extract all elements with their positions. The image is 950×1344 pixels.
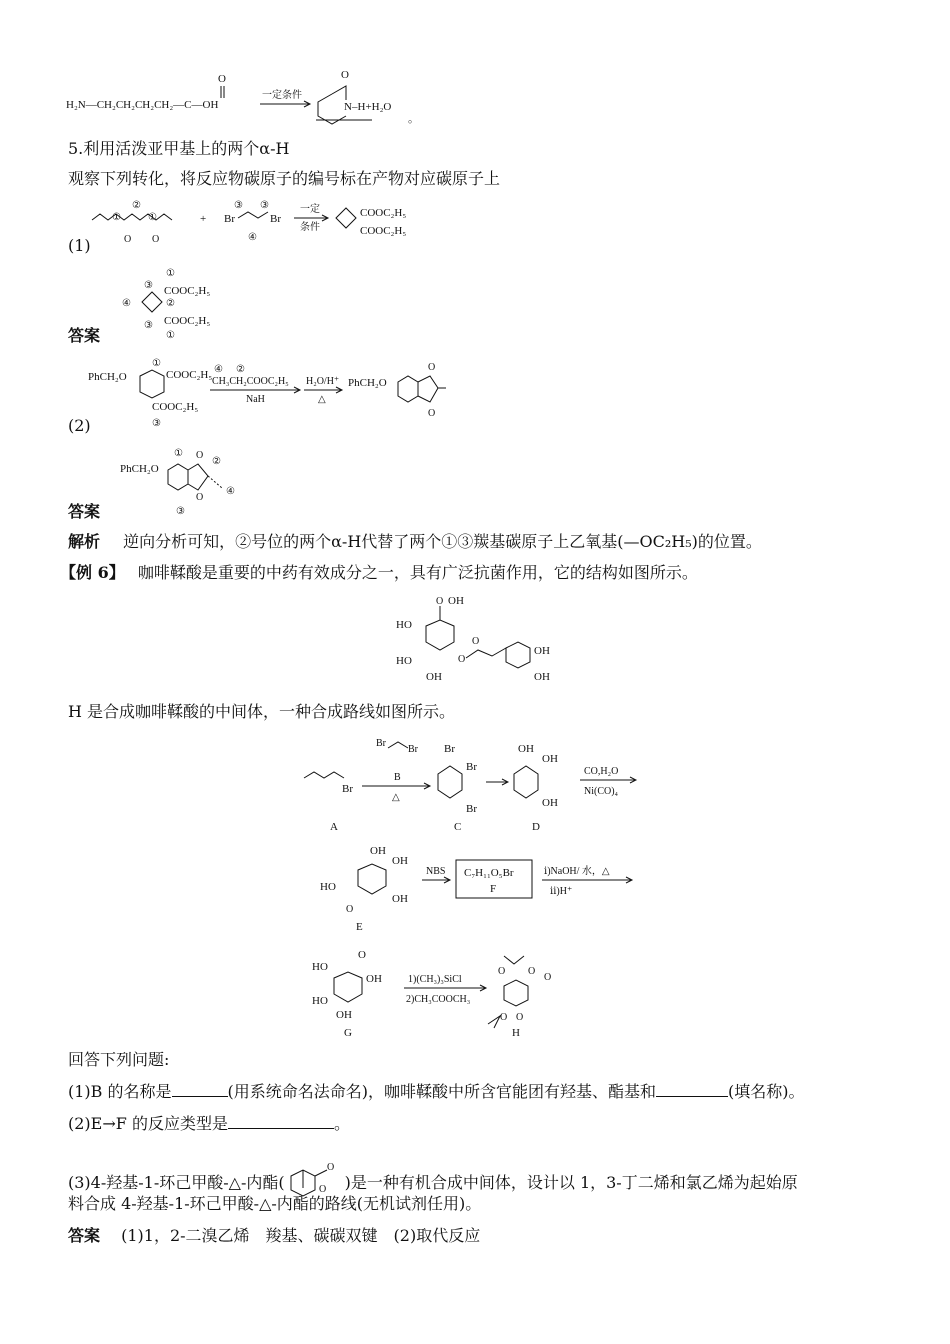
ca-o-carbonyl: O bbox=[472, 636, 480, 647]
ca-ho1: HO bbox=[396, 619, 412, 631]
reaction-condition: 一定条件 bbox=[262, 90, 302, 101]
cmp-d-oh2: OH bbox=[542, 753, 558, 765]
q1-ans-group-2: COOC₂H₅ bbox=[164, 315, 211, 327]
q1-answer-structure bbox=[116, 262, 256, 342]
example-6-text: 咖啡鞣酸是重要的中药有效成分之一，具有广泛抗菌作用，它的结构如图所示。 bbox=[137, 563, 698, 582]
ca-oh3: OH bbox=[534, 645, 550, 657]
answer-label: 答案 bbox=[68, 1226, 101, 1245]
cmp-f-formula: C₇H₁₁O₅Br bbox=[464, 867, 514, 879]
period-mark: 。 bbox=[408, 113, 419, 125]
cmp-g-ho2: HO bbox=[312, 995, 328, 1007]
question-1-part-c: (填名称)。 bbox=[728, 1082, 805, 1101]
question-1-part-b: (用系统命名法命名)，咖啡鞣酸中所含官能团有羟基、酯基和 bbox=[227, 1082, 657, 1101]
q2-ans-ring bbox=[168, 464, 188, 490]
cmp-label-d: D bbox=[532, 821, 540, 833]
ca-oh2: OH bbox=[426, 671, 442, 683]
q1-answer-label: 答案 bbox=[68, 326, 101, 345]
product-tail: –H+H₂O bbox=[352, 101, 392, 113]
cmp-e-oh3: OH bbox=[392, 893, 408, 905]
ca-oh1: OH bbox=[448, 595, 464, 607]
route-b-label: B bbox=[394, 772, 401, 783]
cyclobutane-ring bbox=[336, 208, 356, 228]
q2-benzene-ring bbox=[140, 370, 164, 398]
q2-ans-num-3: ③ bbox=[176, 506, 185, 517]
cmp-h-o3: O bbox=[544, 972, 552, 983]
ca-benzene bbox=[506, 642, 530, 668]
q1-cond-top: 一定 bbox=[300, 204, 320, 215]
chlorogenic-acid-structure bbox=[396, 592, 566, 692]
q1-num-4: ④ bbox=[248, 232, 257, 243]
question-2-blank[interactable] bbox=[228, 1112, 334, 1129]
analysis-label: 解析 bbox=[68, 532, 101, 551]
q2-ans-phch2o: PhCH₂O bbox=[120, 463, 159, 475]
cmp-h-acetonide-1 bbox=[504, 956, 524, 964]
q1-ans-num-1b: ① bbox=[166, 330, 175, 341]
route-row-2 bbox=[316, 840, 646, 936]
cmp-c-ring bbox=[438, 766, 462, 798]
cmp-c-br2: Br bbox=[466, 761, 477, 773]
route-b-br2: Br bbox=[408, 744, 418, 755]
q1-br-left: Br bbox=[224, 213, 235, 225]
q2-step2-top: H₂O/H⁺ bbox=[306, 376, 340, 387]
cmp-h-o1: O bbox=[498, 966, 506, 977]
q2-num-1: ① bbox=[152, 358, 161, 369]
cmp-e-oh2: OH bbox=[392, 855, 408, 867]
q2-label: (2) bbox=[68, 416, 91, 435]
q2-answer-label: 答案 bbox=[68, 502, 101, 521]
aminoacid-formula: H₂N—CH₂CH₂CH₂CH₂—C—OH bbox=[66, 99, 219, 111]
ca-ho2: HO bbox=[396, 655, 412, 667]
q1-o-right: O bbox=[152, 234, 160, 245]
question-2 bbox=[68, 1112, 350, 1134]
q2-num-3: ③ bbox=[152, 418, 161, 429]
question-2-part-b: 。 bbox=[333, 1114, 350, 1133]
route-co-h2o: CO,H₂O bbox=[584, 766, 619, 777]
cmp-e-o: O bbox=[346, 904, 354, 915]
analysis-row bbox=[68, 532, 762, 552]
q1-product-group-1: COOC₂H₅ bbox=[360, 207, 407, 219]
q1-ans-num-2: ② bbox=[166, 298, 175, 309]
q2-reaction-scheme bbox=[86, 352, 466, 436]
example-6-label: 【例 6】 bbox=[60, 563, 125, 582]
cmp-h-o4: O bbox=[500, 1012, 508, 1023]
cmp-h-o5: O bbox=[516, 1012, 524, 1023]
q2-reagent-num-4: ④ bbox=[214, 364, 223, 375]
cmp-e-ring bbox=[358, 864, 386, 894]
question-2-part-a: (2)E→F 的反应类型是 bbox=[68, 1114, 228, 1133]
route-nbs: NBS bbox=[426, 866, 446, 877]
route-step-i: ⅰ)NaOH/ 水，△ bbox=[544, 866, 610, 877]
question-1-blank-2[interactable] bbox=[656, 1080, 728, 1097]
cmp-label-a: A bbox=[330, 821, 338, 833]
cmp-g-oh1: OH bbox=[366, 973, 382, 985]
q2-product-ring bbox=[398, 376, 418, 402]
lactone-o-ring: O bbox=[318, 1184, 326, 1195]
ca-o-ester: O bbox=[458, 654, 466, 665]
ca-o: O bbox=[436, 596, 444, 607]
route-row-3 bbox=[308, 944, 568, 1038]
svg-text:O: O bbox=[196, 450, 204, 461]
question-1-part-a: (1)B 的名称是 bbox=[68, 1082, 172, 1101]
q1-label: (1) bbox=[68, 236, 91, 255]
cmp-a-br: Br bbox=[342, 783, 353, 795]
route-delta-1: △ bbox=[392, 792, 400, 803]
cmp-label-g: G bbox=[344, 1027, 352, 1038]
q2-product-phch2o: PhCH₂O bbox=[348, 377, 387, 389]
route-step-ii: ⅱ)H⁺ bbox=[550, 886, 573, 897]
q2-phch2o: PhCH₂O bbox=[88, 371, 127, 383]
cmp-g-ring bbox=[334, 972, 362, 1002]
q1-br-right: Br bbox=[270, 213, 281, 225]
question-3-part-b: )是一种有机合成中间体，设计以 1，3-丁二烯和氯乙烯为起始原 bbox=[344, 1173, 798, 1192]
q2-ans-num-4: ④ bbox=[226, 486, 235, 497]
section-5-instruction: 观察下列转化，将反应物碳原子的编号标在产物对应碳原子上 bbox=[68, 169, 501, 188]
q2-reagent: CH₃CH₂COOC₂H₅ bbox=[212, 376, 289, 387]
example-6-row bbox=[60, 563, 698, 583]
cmp-d-oh3: OH bbox=[542, 797, 558, 809]
q1-ans-num-3b: ③ bbox=[144, 320, 153, 331]
q1-num-3a: ③ bbox=[234, 200, 243, 211]
cmp-label-e: E bbox=[356, 921, 363, 933]
q2-group-2: COOC₂H₅ bbox=[152, 401, 199, 413]
q1-product-group-2: COOC₂H₅ bbox=[360, 225, 407, 237]
q2-answer-structure bbox=[118, 442, 258, 518]
cmp-g-o: O bbox=[358, 949, 366, 961]
lactone-o-carbonyl: O bbox=[326, 1162, 334, 1173]
route-b-br1: Br bbox=[376, 738, 386, 749]
q1-cond-bottom: 条件 bbox=[300, 222, 320, 233]
q1-ans-num-4: ④ bbox=[122, 298, 131, 309]
route-row-1 bbox=[300, 734, 650, 834]
q1-plus: + bbox=[200, 213, 207, 225]
q2-product-o1: O bbox=[428, 362, 436, 373]
q1-num-2: ② bbox=[132, 200, 141, 211]
cmp-label-c: C bbox=[454, 821, 462, 833]
ca-cyclohexane bbox=[426, 620, 454, 650]
cmp-a-structure bbox=[304, 772, 344, 778]
question-3-part-a: (3)4-羟基-1-环己甲酸-△-内酯( bbox=[68, 1173, 285, 1192]
q1-ans-group-1: COOC₂H₅ bbox=[164, 285, 211, 297]
lactam-reaction-scheme bbox=[60, 64, 440, 128]
cmp-h-ring bbox=[504, 980, 528, 1006]
question-1-blank-1[interactable] bbox=[172, 1080, 228, 1097]
route-ni-co4: Ni(CO)₄ bbox=[584, 786, 619, 797]
example-6-intro: H 是合成咖啡鞣酸的中间体，一种合成路线如图所示。 bbox=[68, 702, 456, 721]
question-3-line-2: 料合成 4-羟基-1-环己甲酸-△-内酯的路线(无机试剂任用)。 bbox=[68, 1194, 482, 1213]
cmp-label-h: H bbox=[512, 1027, 520, 1038]
q1-o-left: O bbox=[124, 234, 132, 245]
carbonyl-o: O bbox=[218, 73, 226, 85]
section-5-title: 5.利用活泼亚甲基上的两个α-H bbox=[68, 139, 290, 158]
q2-base: NaH bbox=[246, 394, 265, 405]
question-1 bbox=[68, 1080, 805, 1102]
q2-reagent-num-2: ② bbox=[236, 364, 245, 375]
malonate-chain bbox=[92, 214, 172, 220]
cmp-h-o2: O bbox=[528, 966, 536, 977]
question-3-line-1 bbox=[68, 1162, 798, 1198]
cmp-d-oh1: OH bbox=[518, 743, 534, 755]
cmp-c-br3: Br bbox=[466, 803, 477, 815]
answer-text: (1)1，2-二溴乙烯 羧基、碳碳双键 (2)取代反应 bbox=[121, 1226, 481, 1245]
q1-ans-ring bbox=[142, 292, 162, 312]
q1-reaction-scheme bbox=[88, 196, 448, 248]
answer-row bbox=[68, 1226, 480, 1246]
q2-step2-bottom: △ bbox=[318, 394, 326, 405]
svg-text:O: O bbox=[196, 492, 204, 503]
lactam-o: O bbox=[341, 69, 349, 81]
lactone-structure bbox=[285, 1162, 345, 1198]
q2-group-1: COOC₂H₅ bbox=[166, 369, 213, 381]
q1-num-1b: ① bbox=[148, 212, 157, 223]
route-g-step2: 2)CH₃COOCH₃ bbox=[406, 994, 471, 1005]
route-g-step1: 1)(CH₃)₃SiCl bbox=[408, 974, 462, 985]
questions-intro: 回答下列问题: bbox=[68, 1050, 170, 1069]
ca-oh4: OH bbox=[534, 671, 550, 683]
q2-ans-num-2: ② bbox=[212, 456, 221, 467]
q1-ans-num-3a: ③ bbox=[144, 280, 153, 291]
cmp-e-oh1: OH bbox=[370, 845, 386, 857]
analysis-text: 逆向分析可知，②号位的两个α-H代替了两个①③羰基碳原子上乙氧基(—OC₂H₅)的位置。 bbox=[123, 532, 762, 551]
cmp-d-ring bbox=[514, 766, 538, 798]
q1-ans-num-1a: ① bbox=[166, 268, 175, 279]
cmp-c-br1: Br bbox=[444, 743, 455, 755]
cmp-g-oh2: OH bbox=[336, 1009, 352, 1021]
cmp-g-ho1: HO bbox=[312, 961, 328, 973]
q1-num-1: ① bbox=[112, 212, 121, 223]
cmp-e-ho: HO bbox=[320, 881, 336, 893]
cmp-f-label: F bbox=[490, 883, 497, 895]
lactam-n: N bbox=[344, 101, 352, 113]
cmp-h-acetonide-2 bbox=[488, 1016, 500, 1028]
q1-num-3b: ③ bbox=[260, 200, 269, 211]
q2-ans-num-1: ① bbox=[174, 448, 183, 459]
q2-product-o2: O bbox=[428, 408, 436, 419]
